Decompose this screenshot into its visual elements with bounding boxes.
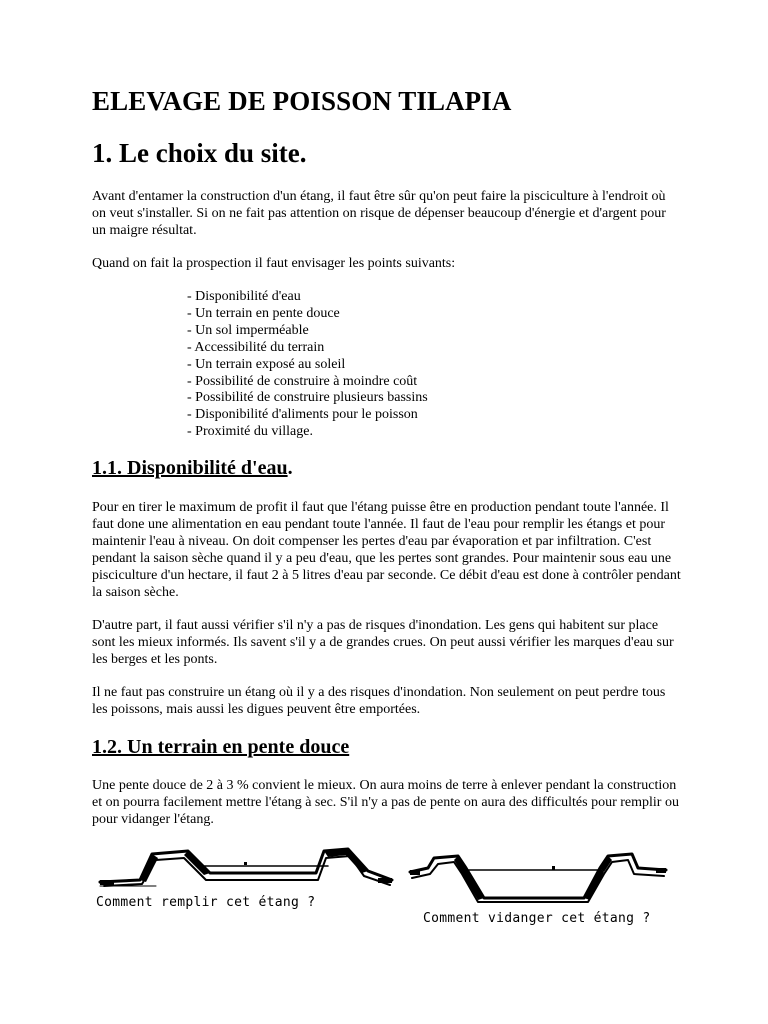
list-item: - Possibilité de construire plusieurs bassins — [187, 390, 428, 406]
caption-fill: Comment remplir cet étang ? — [96, 895, 316, 910]
water-paragraph-3: Il ne faut pas construire un étang où il y a des risques d'inondation. Non seulement on peut perdre tous les poissons, mais aussi les digues peuvent être emportées. — [92, 685, 666, 717]
prospection-paragraph: Quand on fait la prospection il faut envisager les points suivants: — [92, 256, 456, 271]
list-item: - Disponibilité d'eau — [187, 289, 301, 304]
water-paragraph-2: D'autre part, il faut aussi vérifier s'il n'y a pas de risques d'inondation. Les gens qui habitent sur place sont les mieux informés. Ils savent s'il y a de grandes crues. On peut aussi vérifier les marques d'eau sur les berges et les ponts. — [92, 618, 674, 667]
water-paragraph-1: Pour en tirer le maximum de profit il faut que l'étang puisse être en production pendant toute l'année. Il faut done une alimentation en eau pendant toute l'année. Il faut de l'eau pour remplir les étangs et pour maintenir l'eau à niveau. On doit compenser les pertes d'eau par évaporation et par infiltration. C'est pendant la saison sèche quand il y a peu d'eau, que les pertes sont grandes. Pour maintenir sous eau une pisciculture d'un hectare, il faut 2 à 5 litres d'eau par seconde. Ce débit d'eau est done à contrôler pendant la saison sèche. — [92, 500, 681, 600]
subsection-title-text: 1.2. Un terrain en pente douce — [92, 736, 350, 758]
list-item: - Accessibilité du terrain — [187, 339, 325, 355]
caption-drain: Comment vidanger cet étang ? — [423, 911, 651, 926]
section-heading: 1. Le choix du site. — [92, 138, 307, 168]
pond-fill-illustration — [96, 842, 396, 894]
document-title: ELEVAGE DE POISSON TILAPIA — [92, 86, 512, 116]
list-item: - Possibilité de construire à moindre coût — [187, 373, 418, 389]
subsection-heading-slope — [92, 736, 349, 759]
subsection-heading-water — [92, 457, 293, 480]
intro-paragraph: Avant d'entamer la construction d'un étang, il faut être sûr qu'on peut faire la pisciculture à l'endroit où on veut s'installer. Si on ne fait pas attention on risque de dépenser beaucoup d'énergie et d'argent pour un maigre résultat. — [92, 189, 666, 238]
subsection-title-text: 1.1. Disponibilité d'eau — [92, 457, 288, 479]
list-item: - Disponibilité d'aliments pour le poisson — [187, 407, 418, 423]
subsection-title-dot: . — [287, 457, 293, 479]
pond-drain-illustration — [406, 850, 670, 908]
slope-paragraph: Une pente douce de 2 à 3 % convient le mieux. On aura moins de terre à enlever pendant la construction et on pourra facilement mettre l'étang à sec. S'il n'y a pas de pente on aura des difficultés pour remplir ou pour vidanger l'étang. — [92, 778, 679, 827]
list-item: - Un sol imperméable — [187, 322, 309, 338]
list-item: - Proximité du village. — [187, 424, 313, 440]
list-item: - Un terrain en pente douce — [187, 305, 340, 321]
site-criteria-list — [187, 289, 428, 441]
list-item: - Un terrain exposé au soleil — [187, 356, 346, 372]
